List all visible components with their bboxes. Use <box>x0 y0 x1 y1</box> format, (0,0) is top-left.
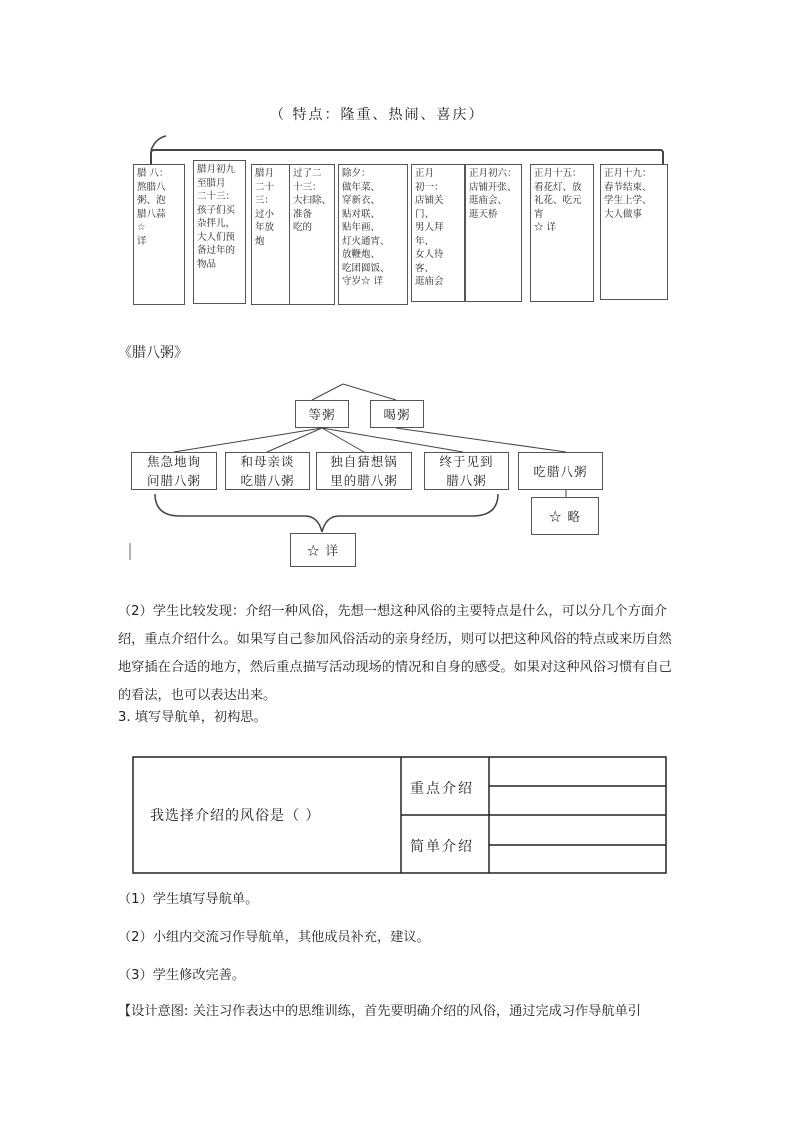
laba-node-ask: 焦急地询 问腊八粥 <box>131 452 217 490</box>
laba-node-talk: 和母亲谈 吃腊八粥 <box>225 452 310 490</box>
paragraph-revise: （3）学生修改完善。 <box>118 968 246 983</box>
nav-simple-input-2[interactable] <box>491 847 664 872</box>
laba-node-see: 终于见到 腊八粥 <box>424 452 509 490</box>
laba-brief-box: ☆ 略 <box>531 497 599 535</box>
laba-node-eat: 吃腊八粥 <box>518 452 603 490</box>
paragraph-step3: 3. 填写导航单，初构思。 <box>118 710 267 725</box>
timeline-box-la9-23: 腊月初九 至腊月 二十三： 孩子们买 杂拌儿， 大人们预 备过年的 物品 <box>193 160 246 304</box>
laba-node-drink: 喝粥 <box>370 400 424 428</box>
laba-detail-box: ☆ 详 <box>290 533 356 567</box>
paragraph-fill-nav: （1）学生填写导航单。 <box>118 892 259 907</box>
timeline-box-zheng6: 正月初六： 店铺开张、 逛庙会、 逛天桥 <box>465 164 522 302</box>
nav-key-label: 重点介绍 <box>410 781 474 797</box>
nav-key-input-1[interactable] <box>491 759 664 785</box>
nav-key-input-2[interactable] <box>491 788 664 814</box>
timeline-box-chuxi: 除夕： 做年菜、 穿新衣、 贴对联、 贴年画、 灯火通宵、 放鞭炮、 吃团圆饭、 守岁☆ 详 <box>338 164 408 305</box>
timeline-header: （ 特点：隆重、热闹、喜庆） <box>270 107 485 123</box>
timeline-box-laba: 腊 八： 熬腊八 粥、泡 腊八蒜 ☆ 详 <box>133 164 185 305</box>
laba-node-guess: 独自猜想锅 里的腊八粥 <box>316 452 412 490</box>
nav-choice-label: 我选择介绍的风俗是（ ） <box>150 808 321 824</box>
timeline-box-la23: 腊月 二十 三： 过小 年放 炮 <box>251 164 291 305</box>
section-title: 《腊八粥》 <box>118 345 188 361</box>
paragraph-group-share: （2）小组内交流习作导航单，其他成员补充，建议。 <box>118 930 430 945</box>
timeline-box-zheng1: 正月 初一： 店铺关门、 男人拜年、 女人待客、 逛庙会 <box>411 164 465 302</box>
timeline-box-zheng15: 正月十五： 看花灯、放 礼花、吃元 宵 ☆ 详 <box>530 164 594 302</box>
nav-simple-label: 简单介绍 <box>410 839 474 855</box>
nav-simple-input-1[interactable] <box>491 817 664 844</box>
timeline-box-zheng19: 正月十九： 春节结束、 学生上学、 大人做事 <box>600 164 668 300</box>
paragraph-design-intent: 【设计意图: 关注习作表达中的思维训练，首先要明确介绍的风俗，通过完成习作导航单引 <box>118 1004 641 1019</box>
laba-node-wait: 等粥 <box>295 400 349 428</box>
paragraph-comparison: （2）学生比较发现：介绍一种风俗，先想一想这种风俗的主要特点是什么，可以分几个方面介绍，重点介绍什么。如果写自己参加风俗活动的亲身经历，则可以把这种风俗的特点或来历自然地穿插在合适的地方，然后重点描写活动现场的情况和自身的感受。如果对这种风俗习惯有自己的看法，也可以表达出来。 <box>118 604 672 703</box>
timeline-box-after23: 过了二 十三： 大扫除、 准备 吃的 <box>289 164 335 305</box>
